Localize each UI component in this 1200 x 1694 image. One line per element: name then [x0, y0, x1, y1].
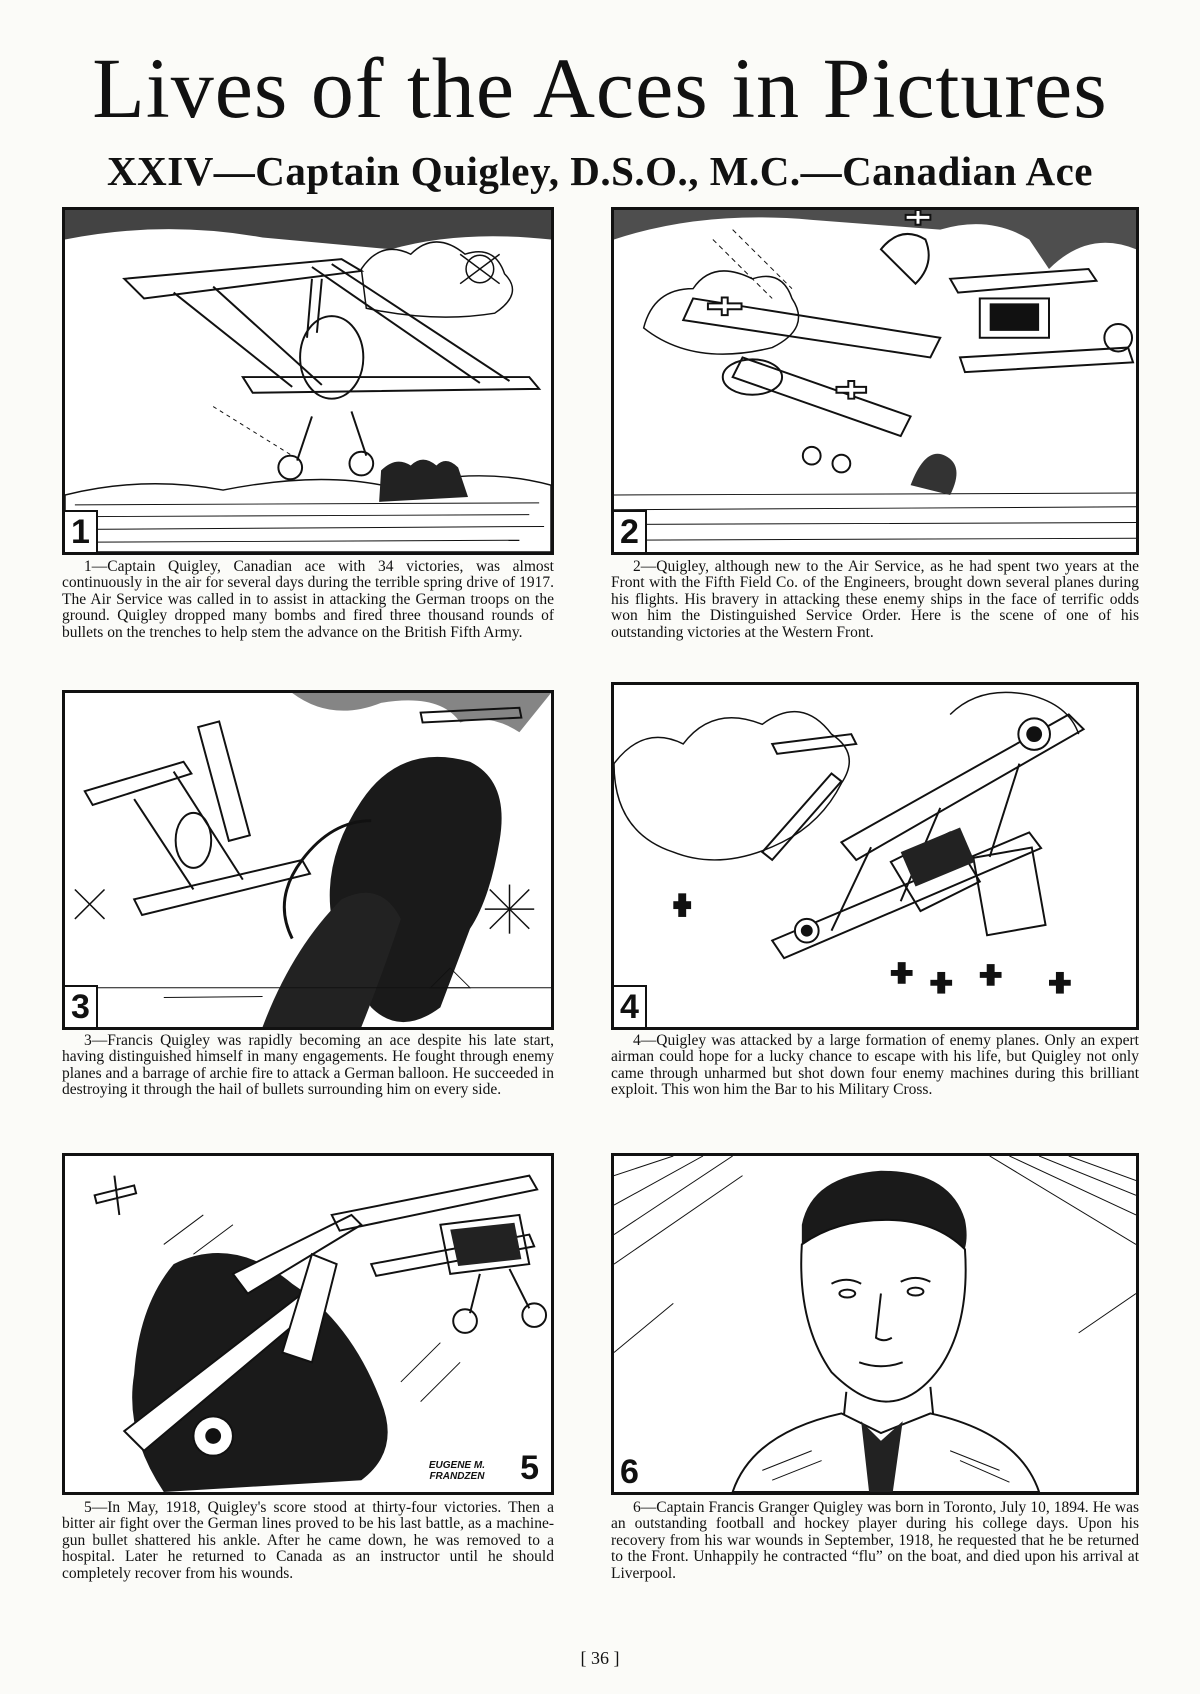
- panel-1-illustration: [62, 207, 554, 555]
- biplane-strafing-illustration: [65, 210, 551, 552]
- panel-2-illustration: [611, 207, 1139, 555]
- panel-4-caption: 4—Quigley was attacked by a large formation of enemy planes. Only an expert airman could hope for a lucky chance to escape with his life, but Quigley not only came through unharmed but shot down four enemy machines during this brilliant exploit. This won him the Bar to his Military Cross.: [611, 1032, 1139, 1099]
- panel-1-number: 1: [65, 510, 98, 552]
- panel-5-illustration: [62, 1153, 554, 1495]
- page-number: [ 36 ]: [580, 1648, 620, 1668]
- page-title: Lives of the Aces in Pictures: [92, 40, 1108, 136]
- panel-3-number: 3: [65, 985, 98, 1027]
- panel-1-caption: 1—Captain Quigley, Canadian ace with 34 victories, was almost continuously in the air for several days during the terrible spring drive of 1917. The Air Service was called in to assist in attacking the German troops on the ground. Quigley dropped many bombs and fired three thousand rounds of bullets on the trenches to help stem the advance on the British Fifth Army.: [62, 558, 554, 641]
- signature-line-1: EUGENE M.: [428, 1460, 485, 1471]
- panel-5-caption: 5—In May, 1918, Quigley's score stood at thirty-four victories. Then a bitter air fight over the German lines proved to be his last battle, as a machine-gun bullet shattered his ankle. After he came down, he was removed to a hospital. Later he returned to Canada as an instructor until he should completely recover from his wounds.: [62, 1499, 554, 1582]
- page-subtitle: XXIV—Captain Quigley, D.S.O., M.C.—Canadian Ace: [107, 148, 1093, 194]
- panel-6-caption: 6—Captain Francis Granger Quigley was born in Toronto, July 10, 1894. He was an outstanding football and hockey player during his college days. Upon his recovery from his war wounds in September, 1918, he requested that he be returned to the Front. Unhappily he contracted “flu” on the boat, and died upon his arrival at Liverpool.: [611, 1499, 1139, 1582]
- formation-attack-illustration: [614, 685, 1136, 1027]
- panel-2-caption: 2—Quigley, although new to the Air Service, as he had spent two years at the Front with the Fifth Field Co. of the Engineers, brought down several planes during his flights. His bravery in attacking these enemy ships in the face of terrific odds won him the Distinguished Service Order. Here is the scene of one of his outstanding victories at the Western Front.: [611, 558, 1139, 641]
- artist-signature: [429, 1460, 485, 1482]
- portrait-illustration: [614, 1156, 1136, 1492]
- panel-5-number: 5: [520, 1449, 539, 1487]
- panel-4-illustration: [611, 682, 1139, 1030]
- last-battle-illustration: [65, 1156, 551, 1492]
- signature-line-2: FRANDZEN: [429, 1471, 485, 1482]
- panel-6-illustration: [611, 1153, 1139, 1495]
- balloon-attack-illustration: [65, 693, 551, 1027]
- panel-3-illustration: [62, 690, 554, 1030]
- panel-3-caption: 3—Francis Quigley was rapidly becoming an ace despite his late start, having distinguished himself in many engagements. He fought through enemy planes and a barrage of archie fire to attack a German balloon. He succeeded in destroying it through the hail of bullets surrounding him on every side.: [62, 1032, 554, 1099]
- dogfight-illustration: [614, 210, 1136, 552]
- panel-2-number: 2: [614, 510, 647, 552]
- panel-4-number: 4: [614, 985, 647, 1027]
- panel-6-number: 6: [614, 1452, 645, 1492]
